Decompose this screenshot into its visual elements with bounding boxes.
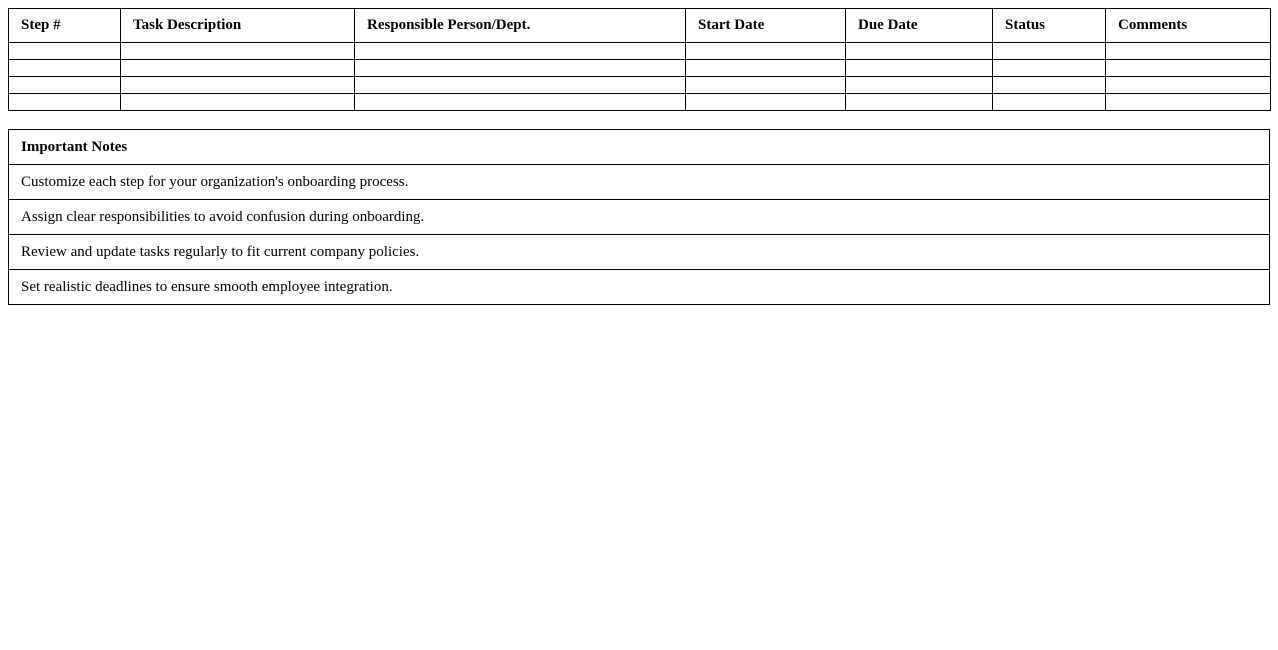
table-cell: [121, 43, 355, 60]
note-item: Assign clear responsibilities to avoid confusion during onboarding.: [9, 200, 1270, 235]
onboarding-task-table: [8, 8, 1271, 111]
table-cell: [993, 94, 1106, 111]
table-cell: [121, 94, 355, 111]
table-row: [9, 60, 1271, 77]
table-row: [9, 94, 1271, 111]
table-cell: [686, 94, 846, 111]
table-cell: [686, 77, 846, 94]
header-comments: Comments: [1106, 9, 1271, 43]
table-cell: [355, 43, 686, 60]
table-cell: [355, 60, 686, 77]
table-cell: [355, 94, 686, 111]
table-cell: [9, 94, 121, 111]
table-cell: [846, 60, 993, 77]
table-cell: [9, 60, 121, 77]
table-header-row: [9, 9, 1271, 43]
header-step-number: Step #: [9, 9, 121, 43]
table-cell: [993, 77, 1106, 94]
table-row: [9, 43, 1271, 60]
table-cell: [9, 43, 121, 60]
notes-row: [9, 235, 1270, 270]
notes-title: Important Notes: [9, 130, 1270, 165]
header-start-date: Start Date: [686, 9, 846, 43]
table-cell: [846, 43, 993, 60]
table-cell: [993, 43, 1106, 60]
table-cell: [1106, 43, 1271, 60]
note-item: Customize each step for your organization's onboarding process.: [9, 165, 1270, 200]
header-responsible-person: Responsible Person/Dept.: [355, 9, 686, 43]
notes-header-row: [9, 130, 1270, 165]
table-cell: [1106, 77, 1271, 94]
table-cell: [1106, 60, 1271, 77]
header-status: Status: [993, 9, 1106, 43]
table-cell: [355, 77, 686, 94]
notes-row: [9, 270, 1270, 305]
table-cell: [846, 94, 993, 111]
table-cell: [846, 77, 993, 94]
table-row: [9, 77, 1271, 94]
table-cell: [686, 60, 846, 77]
note-item: Set realistic deadlines to ensure smooth employee integration.: [9, 270, 1270, 305]
notes-row: [9, 200, 1270, 235]
important-notes-table: [8, 129, 1270, 305]
header-task-description: Task Description: [121, 9, 355, 43]
table-cell: [9, 77, 121, 94]
table-cell: [1106, 94, 1271, 111]
note-item: Review and update tasks regularly to fit current company policies.: [9, 235, 1270, 270]
document-body: [8, 8, 1270, 305]
table-cell: [686, 43, 846, 60]
table-cell: [121, 60, 355, 77]
table-cell: [993, 60, 1106, 77]
table-cell: [121, 77, 355, 94]
header-due-date: Due Date: [846, 9, 993, 43]
notes-row: [9, 165, 1270, 200]
